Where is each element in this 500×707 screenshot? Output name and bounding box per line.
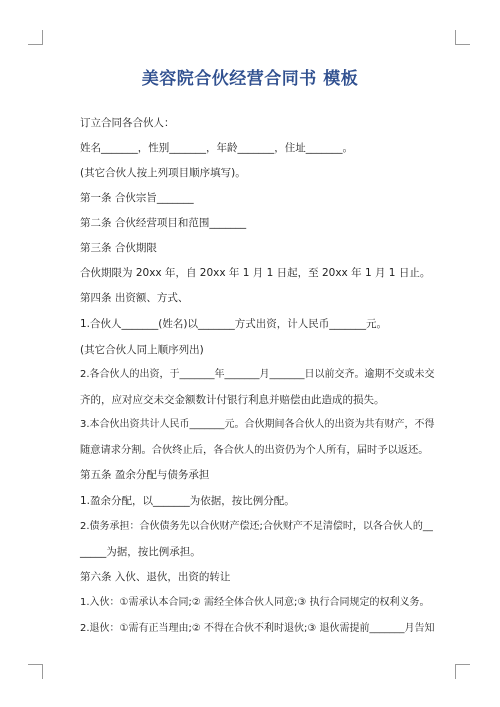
line-term: 合伙期限为 20xx 年，自 20xx 年 1 月 1 日起，至 20xx 年 1 月 1 日止。 [80,267,431,279]
line-debt-a: 2.债务承担：合伙债务先以合伙财产偿还;合伙财产不足清偿时，以各合伙人的__ [80,521,433,532]
line-contribution-2a: 2.各合伙人的出资，于_______年_______月_______日以前交齐。逾期不交或未交 [80,369,435,380]
line-article-2: 第二条 合伙经营项目和范围_______ [80,217,247,229]
line-profit-distribution: 1.盈余分配，以_______为依据，按比例分配。 [80,495,295,507]
line-parties-heading: 订立合同各合伙人： [80,117,175,129]
line-contribution-1: 1.合伙人_______(姓名)以_______方式出资，计人民币_______元。 [80,318,387,330]
line-withdrawal: 2.退伙：①需有正当理由;② 不得在合伙不利时退伙;③ 退伙需提前_______月告知 [80,623,435,634]
line-contribution-note: (其它合伙人同上顺序列出) [80,344,204,356]
line-contribution-2b: 齐的，应对应交未交金额数计付银行利息并赔偿由此造成的损失。 [80,394,385,406]
corner-mark-bottom-left [28,664,43,679]
line-article-6: 第六条 入伙、退伙，出资的转让 [80,571,231,583]
document-title: 美容院合伙经营合同书 模板 [141,69,359,89]
line-contribution-3b: 随意请求分割。合伙终止后，各合伙人的出资仍为个人所有，届时予以返还。 [80,444,429,456]
line-party-info: 姓名_______，性别_______，年龄_______，住址_______。 [80,142,353,154]
line-contribution-3a: 3.本合伙出资共计人民币_______元。合伙期间各合伙人的出资为共有财产，不得 [80,419,435,430]
corner-mark-bottom-right [455,664,470,679]
line-article-1: 第一条 合伙宗旨_______ [80,192,194,204]
line-article-4: 第四条 出资额、方式、 [80,292,189,304]
line-debt-b: _____为据，按比例承担。 [80,546,201,558]
line-article-5: 第五条 盈余分配与债务承担 [80,469,210,481]
line-joining: 1.入伙：①需承认本合同;② 需经全体合伙人同意;③ 执行合同规定的权利义务。 [80,597,430,608]
line-other-partners-note: (其它合伙人按上列项目顺序填写)。 [80,167,246,179]
line-article-3: 第三条 合伙期限 [80,242,157,254]
corner-mark-top-right [455,30,470,45]
corner-mark-top-left [28,30,43,45]
